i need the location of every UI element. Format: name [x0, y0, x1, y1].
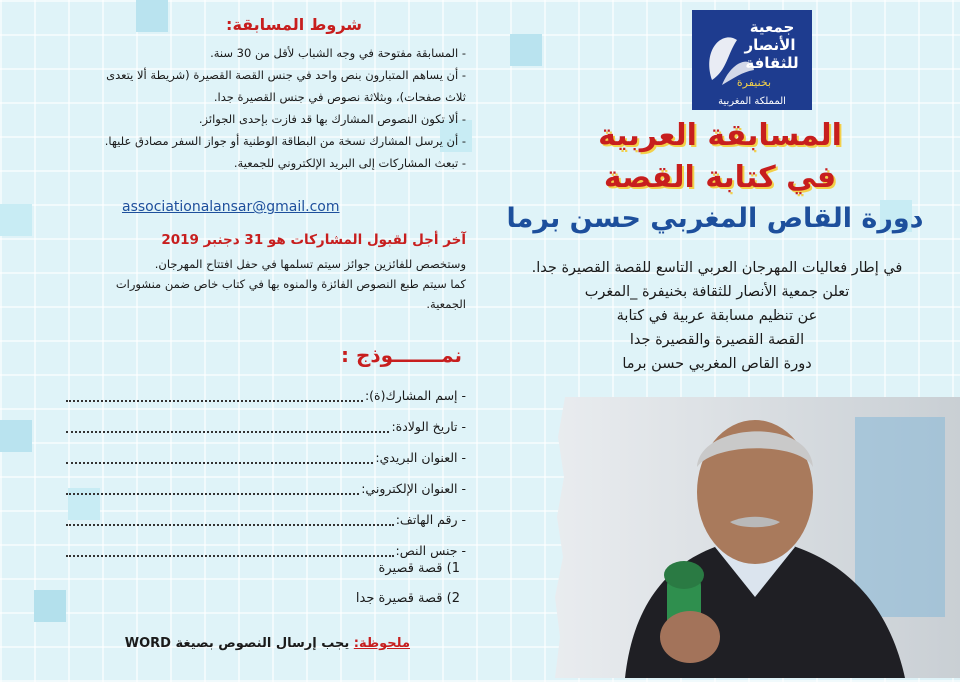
fill-line[interactable] — [66, 390, 363, 402]
left-panel — [0, 0, 480, 678]
main-title: المسابقة العربية — [598, 118, 842, 153]
prizes-line: وستخصص للفائزين جوائز سيتم تسلمها في حفل افتتاح المهرجان. — [154, 257, 466, 271]
prizes-line: كما سيتم طبع النصوص الفائزة والمنوه بها في كتاب خاص ضمن منشورات — [115, 277, 466, 291]
fill-line[interactable] — [66, 483, 359, 495]
form-field-phone — [6, 504, 466, 535]
field-label: - رقم الهاتف: — [395, 512, 466, 527]
intro-line: القصة القصيرة والقصيرة جدا — [629, 332, 805, 348]
intro-line: تعلن جمعية الأنصار للثقافة بخنيفرة _المغرب — [584, 284, 850, 300]
fill-line[interactable] — [66, 545, 394, 557]
main-subtitle: في كتابة القصة — [603, 160, 837, 195]
intro-line: دورة القاص المغربي حسن برما — [622, 356, 812, 372]
condition-item: - ألا تكون النصوص المشارك بها قد فازت بإحدى الجوائز. — [198, 112, 466, 126]
association-logo — [692, 10, 812, 110]
svg-text:الأنصار: الأنصار — [744, 36, 796, 54]
genre-option-very-short-story[interactable]: 2) قصة قصيرة جدا — [355, 591, 460, 606]
field-label: - العنوان البريدي: — [375, 450, 466, 465]
fill-line[interactable] — [66, 421, 389, 433]
condition-item: - أن يرسل المشارك نسخة من البطاقة الوطنية أو جواز السفر مصادق عليها. — [104, 134, 466, 148]
email-link[interactable]: associationalansar@gmail.com — [122, 199, 340, 215]
intro-text — [482, 256, 952, 376]
prizes-line: الجمعية. — [426, 297, 466, 311]
intro-line: في إطار فعاليات المهرجان العربي التاسع للقصة القصيرة جدا. — [531, 260, 903, 276]
prizes-text — [10, 254, 466, 314]
edition-title: دورة القاص المغربي حسن برما — [506, 203, 924, 234]
intro-line: عن تنظيم مسابقة عربية في كتابة — [616, 308, 818, 324]
condition-item: ثلاث صفحات)، وبثلاثة نصوص في جنس القصيرة جدا. — [213, 90, 466, 104]
field-label: - إسم المشارك(ة): — [364, 388, 466, 403]
field-label: - العنوان الإلكتروني: — [361, 481, 466, 496]
svg-text:جمعية: جمعية — [749, 18, 795, 36]
entry-form — [6, 380, 466, 566]
svg-text:بخنيفرة: بخنيفرة — [736, 76, 772, 89]
conditions-list — [6, 42, 466, 174]
form-field-email — [6, 473, 466, 504]
form-field-name — [6, 380, 466, 411]
svg-text:المملكة المغربية: المملكة المغربية — [718, 96, 786, 107]
field-label: - تاريخ الولادة: — [391, 419, 466, 434]
note-text: يجب إرسال النصوص بصيغة WORD — [124, 636, 354, 651]
form-field-birthdate — [6, 411, 466, 442]
genre-option-short-story[interactable]: 1) قصة قصيرة — [378, 561, 460, 576]
note-label: ملحوظة: — [353, 636, 410, 651]
author-portrait — [555, 397, 960, 678]
deadline-text: آخر أجل لقبول المشاركات هو 31 دجنبر 2019 — [161, 232, 466, 248]
fill-line[interactable] — [66, 452, 373, 464]
conditions-heading: شروط المسابقة: — [226, 15, 362, 34]
fill-line[interactable] — [66, 514, 394, 526]
form-field-address — [6, 442, 466, 473]
svg-text:للثقافة: للثقافة — [745, 54, 799, 72]
condition-item: - أن يساهم المتبارون بنص واحد في جنس القصة القصيرة (شريطة ألا يتعدى — [106, 68, 466, 82]
field-label: - جنس النص: — [395, 543, 466, 558]
form-heading: نمـــــــوذج : — [341, 343, 462, 367]
condition-item: - المسابقة مفتوحة في وجه الشباب لأقل من 30 سنة. — [210, 46, 466, 60]
condition-item: - تبعث المشاركات إلى البريد الإلكتروني للجمعية. — [233, 156, 466, 170]
note — [125, 636, 410, 651]
